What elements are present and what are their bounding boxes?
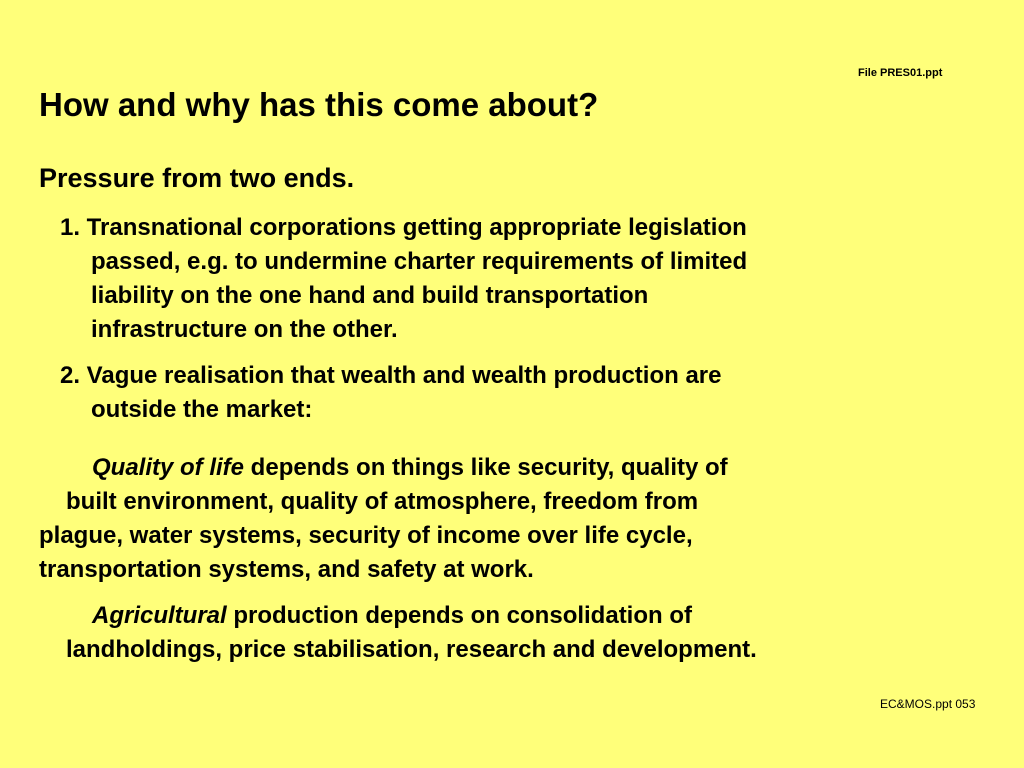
item-2-line-2: outside the market: (91, 396, 313, 423)
quality-paragraph-line-1 (92, 451, 728, 485)
quality-paragraph-line-2: built environment, quality of atmosphere, freedom from (66, 488, 699, 515)
quality-of-life-emphasis: Quality of life (92, 454, 245, 481)
quality-paragraph-line-1-rest: depends on things like security, quality of (244, 454, 728, 481)
item-2-line-1: 2. Vague realisation that wealth and wealth production are (60, 362, 722, 389)
quality-paragraph-line-4: transportation systems, and safety at work. (39, 556, 534, 583)
slide-title: How and why has this come about? (39, 86, 599, 123)
item-1-line-3: liability on the one hand and build transportation (91, 282, 649, 309)
quality-paragraph-line-3: plague, water systems, security of income over life cycle, (39, 522, 693, 549)
agricultural-paragraph-line-2: landholdings, price stabilisation, research and development. (66, 636, 757, 663)
agricultural-paragraph-line-1 (92, 599, 692, 633)
agricultural-emphasis: Agricultural (92, 602, 227, 629)
item-1-line-1: 1. Transnational corporations getting appropriate legislation (60, 214, 747, 241)
file-label: File PRES01.ppt (858, 67, 943, 79)
footer-label: EC&MOS.ppt 053 (880, 697, 976, 711)
agricultural-paragraph-line-1-rest: production depends on consolidation of (226, 602, 692, 629)
item-1-line-2: passed, e.g. to undermine charter requirements of limited (91, 248, 748, 275)
item-1-line-4: infrastructure on the other. (91, 316, 398, 343)
slide-subtitle: Pressure from two ends. (39, 163, 355, 193)
